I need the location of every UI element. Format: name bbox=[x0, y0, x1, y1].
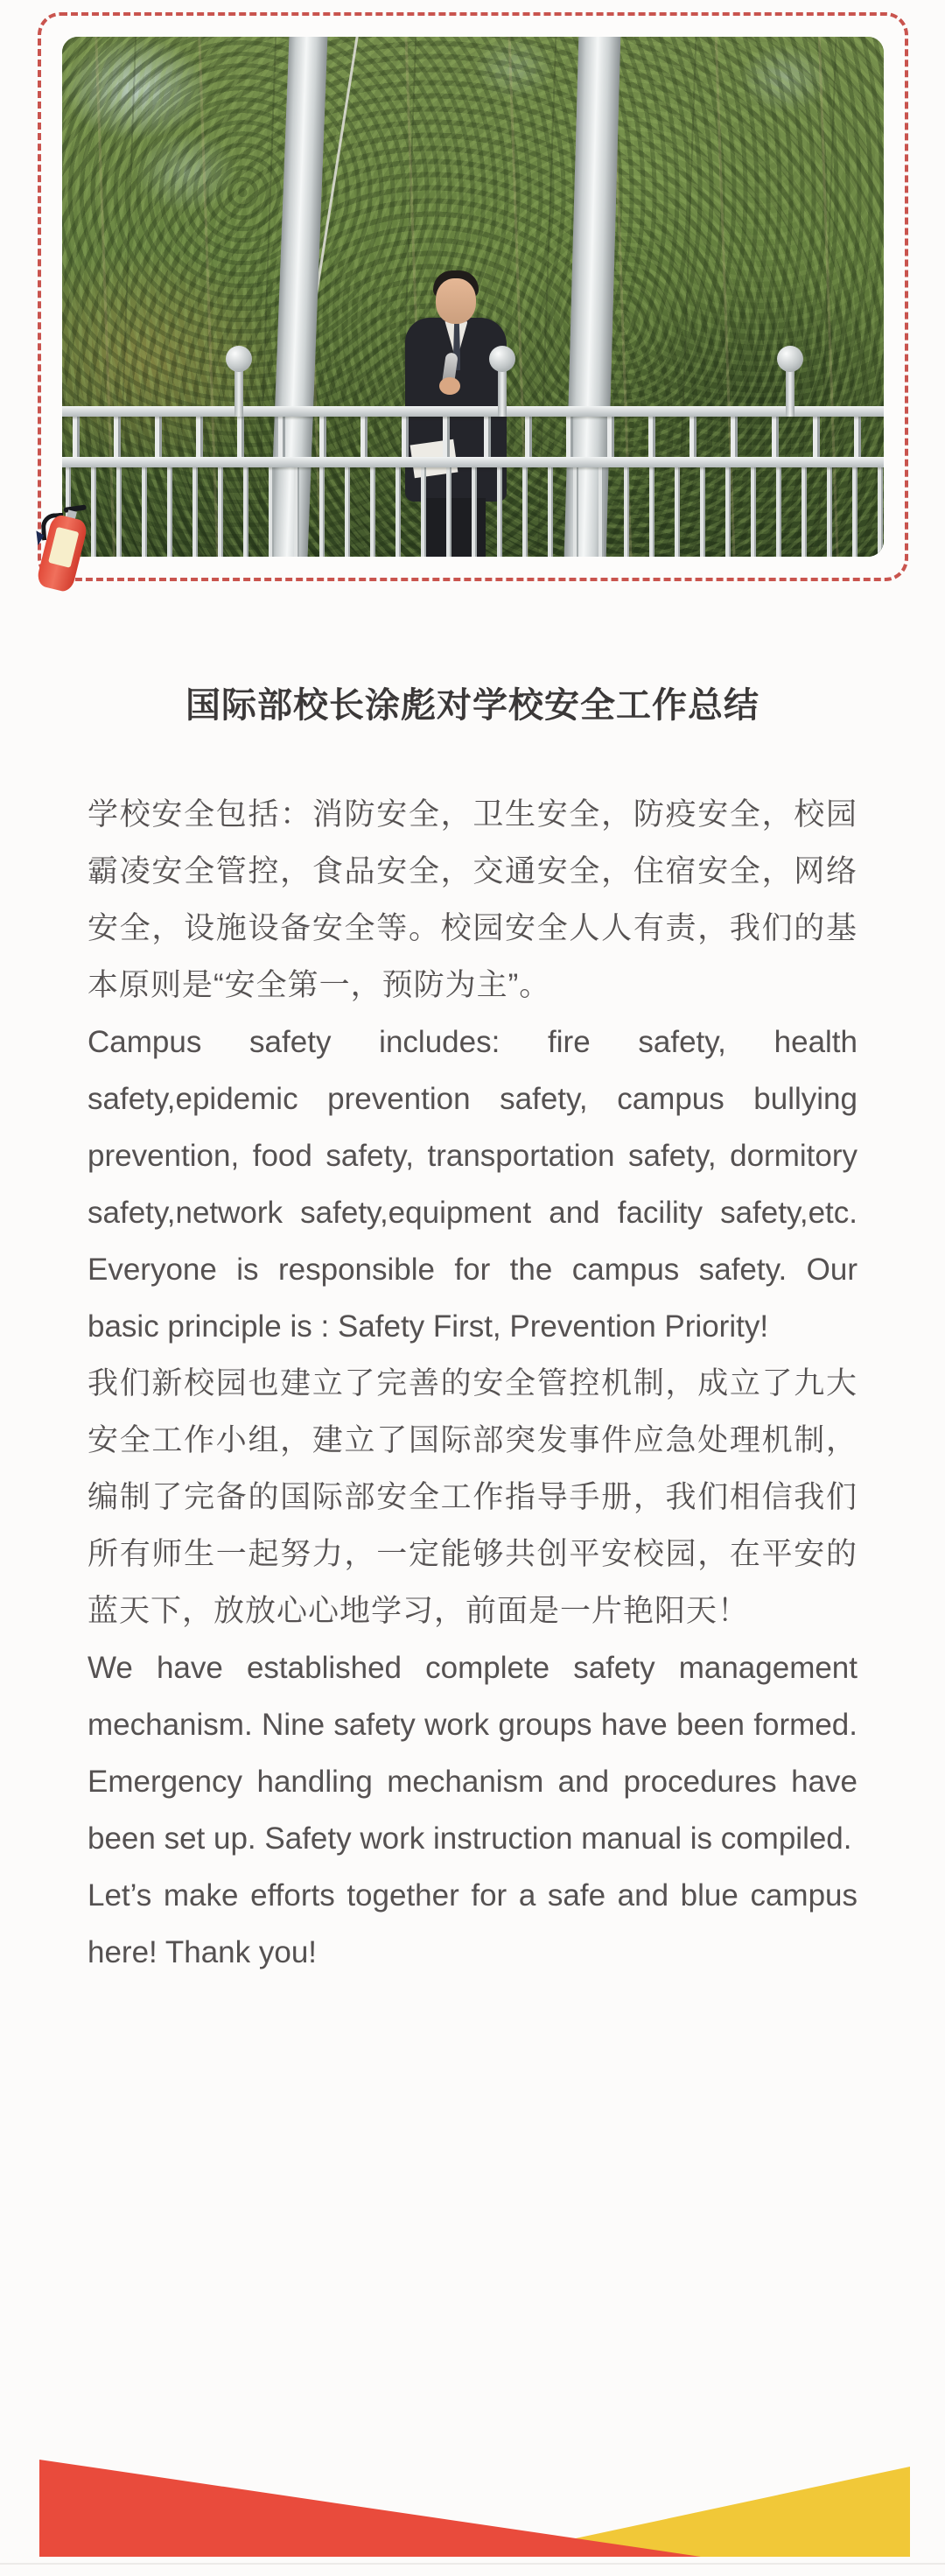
railing-post-ball-left bbox=[234, 369, 243, 417]
railing-mid-rail bbox=[62, 457, 884, 467]
railing-balusters-upper bbox=[62, 413, 884, 462]
article-body bbox=[88, 786, 858, 1981]
railing bbox=[62, 406, 884, 557]
speaker-face bbox=[436, 278, 476, 324]
hero-photo-frame bbox=[38, 12, 908, 581]
paragraph-english-3: Let’s make efforts together for a safe and blue campus here! Thank you! bbox=[88, 1878, 858, 1969]
footer-decoration bbox=[0, 2390, 945, 2576]
footer-red-triangle bbox=[39, 2460, 701, 2557]
paragraph-english-2: We have established complete safety management mechanism. Nine safety work groups have been formed. Emergency handling mechanism and procedures have been set up. Safety work instruction manual is compiled. bbox=[88, 1651, 858, 1856]
fire-extinguisher-icon bbox=[23, 497, 100, 602]
railing-post-ball-center bbox=[498, 369, 507, 417]
article-title: 国际部校长涂彪对学校安全工作总结 bbox=[186, 686, 760, 725]
paragraph-chinese-2: 我们新校园也建立了完善的安全管控机制，成立了九大安全工作小组，建立了国际部突发事件应急处理机制，编制了完备的国际部安全工作指导手册，我们相信我们所有师生一起努力，一定能够共创平安校园，在平安的蓝天下，放放心心地学习，前面是一片艳阳天！ bbox=[88, 1366, 858, 1628]
hero-photo[interactable] bbox=[62, 37, 884, 557]
paragraph-chinese-1: 学校安全包括：消防安全，卫生安全，防疫安全，校园霸凌安全管控，食品安全，交通安全，住宿安全，网络安全，设施设备安全等。校园安全人人有责，我们的基本原则是“安全第一，预防为主”。 bbox=[88, 797, 858, 1002]
paragraph-english-1: Campus safety includes: fire safety, health safety,epidemic prevention safety, campus bullying prevention, food safety, transportation safety, dormitory safety,network safety,equipment and facility safety,etc. Everyone is responsible for the campus safety. Our basic principle is : Safety First, Prevention Priority! bbox=[88, 1025, 858, 1344]
railing-balusters-lower bbox=[62, 464, 884, 557]
railing-top-rail bbox=[62, 406, 884, 417]
railing-post-ball-right bbox=[786, 369, 794, 417]
footer-divider bbox=[0, 2563, 945, 2565]
